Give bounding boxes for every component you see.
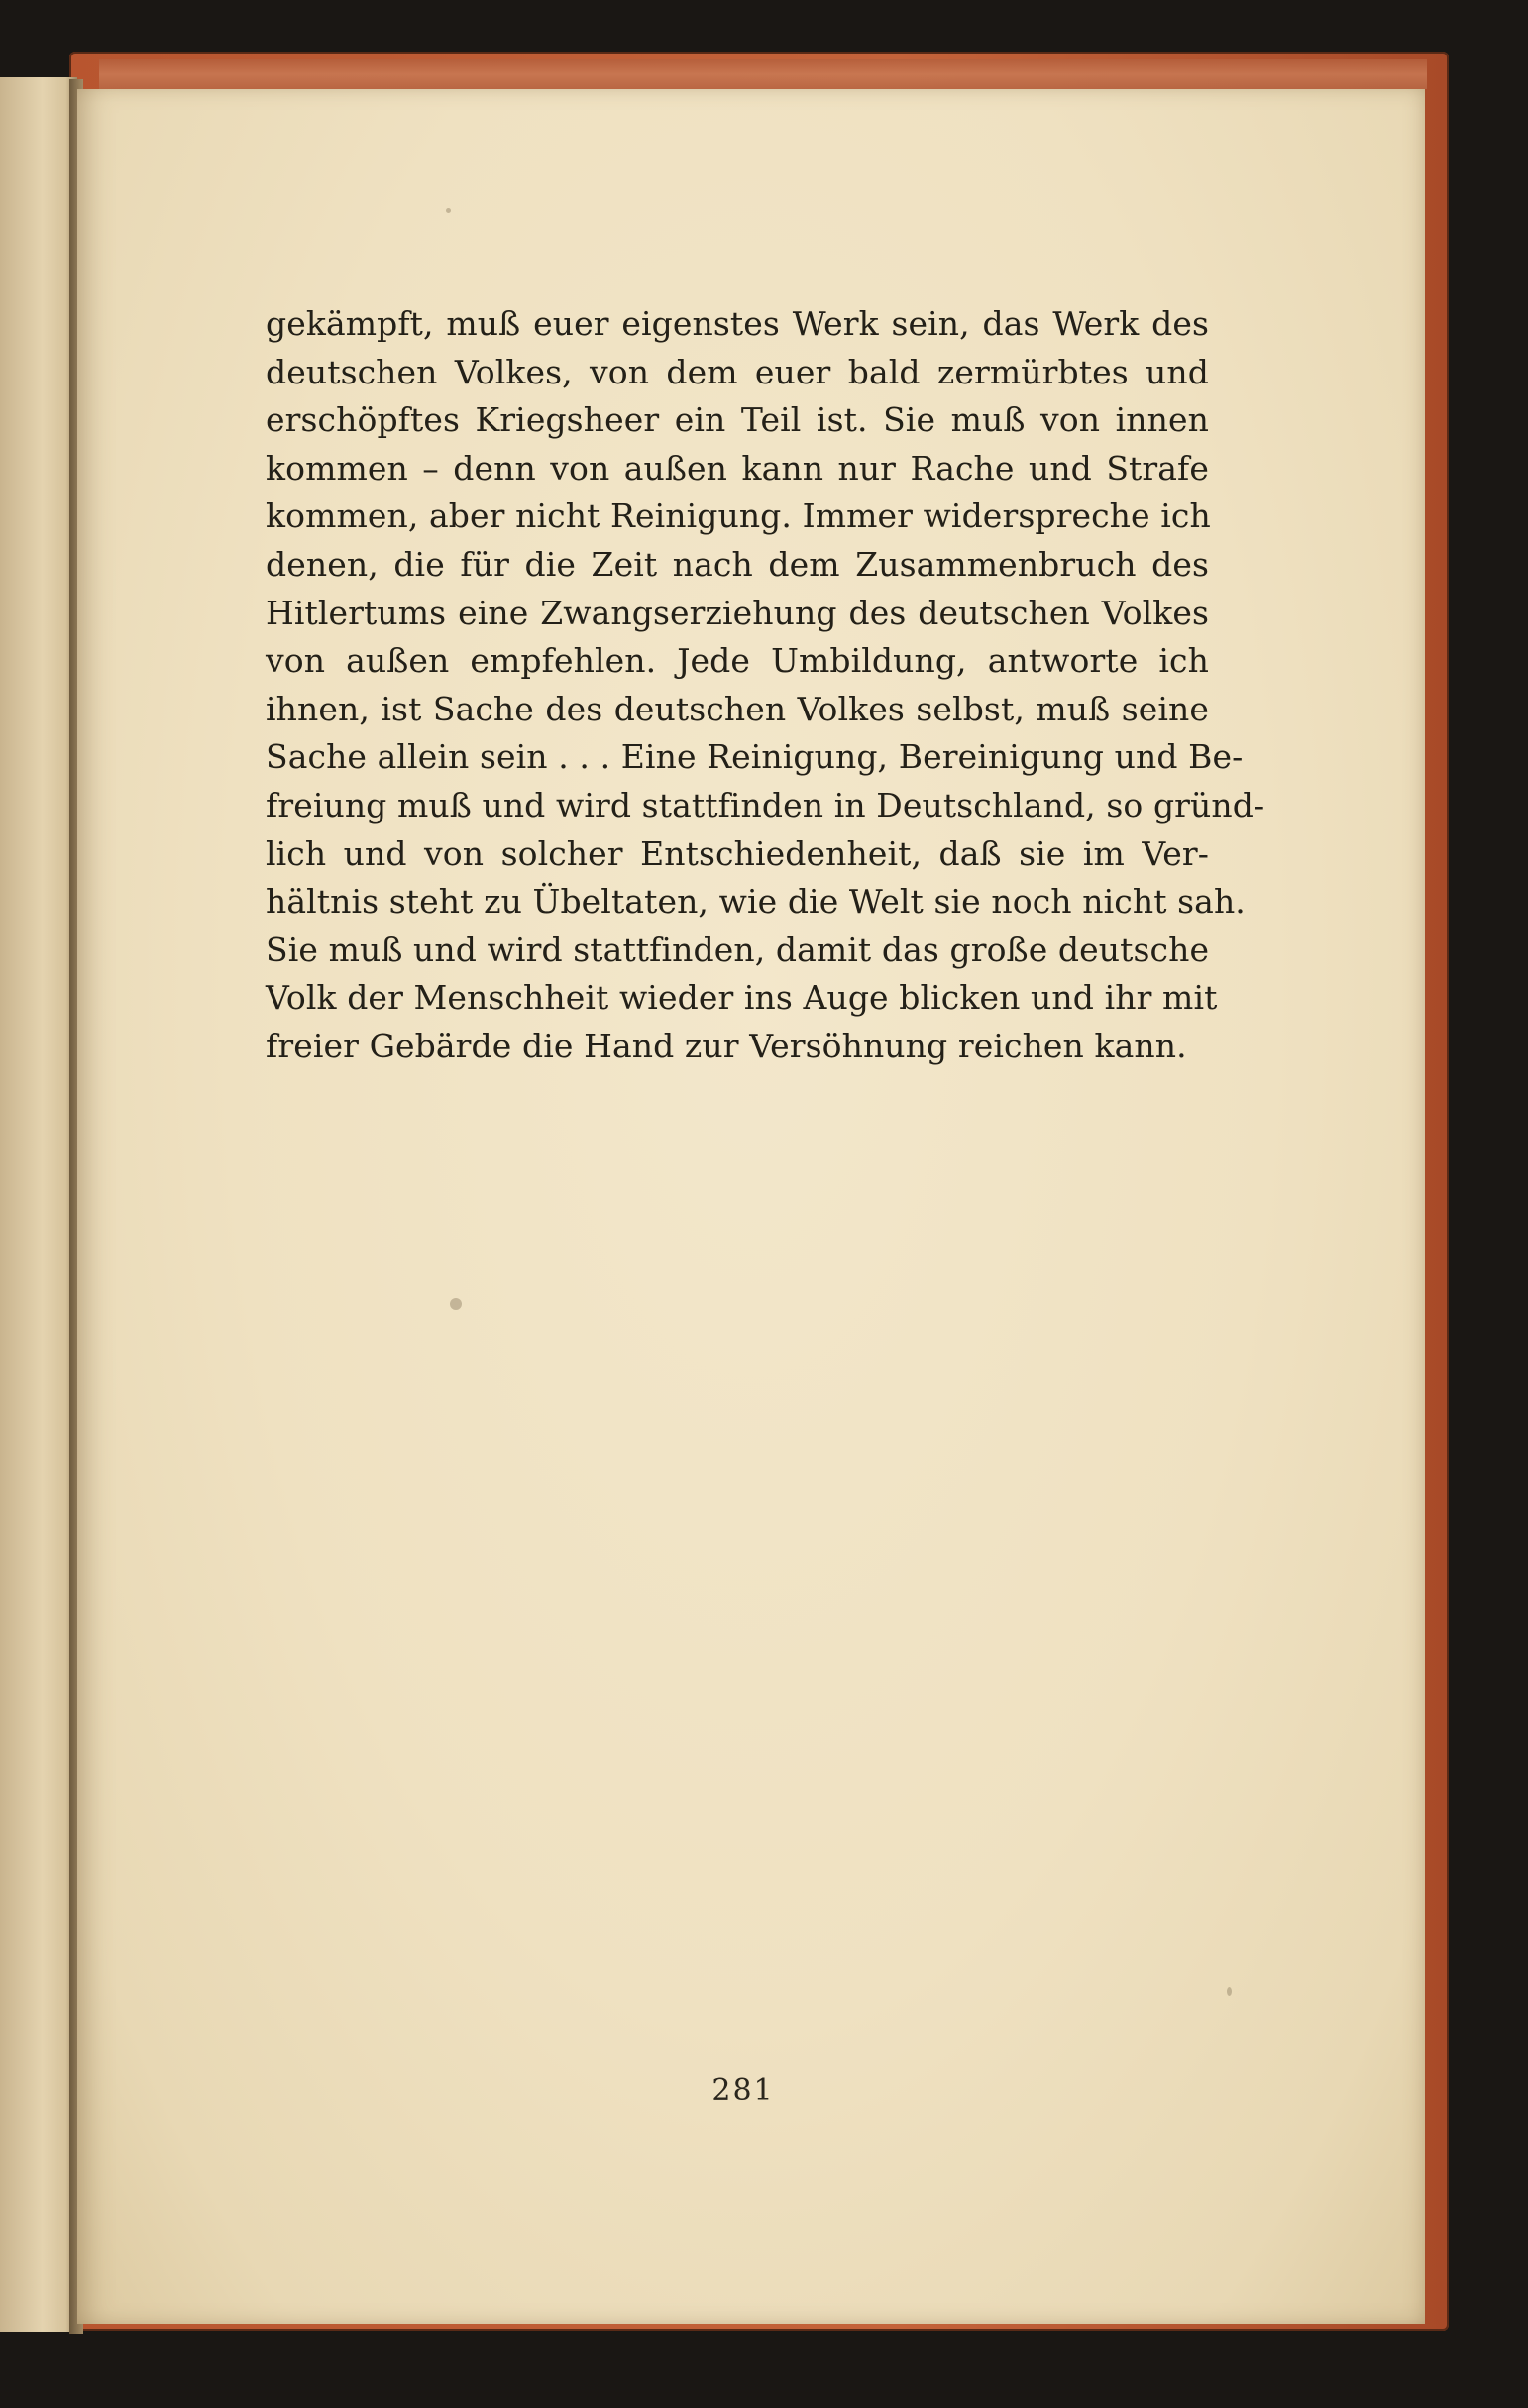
cover-top-edge xyxy=(99,59,1427,89)
text-line: freier Gebärde die Hand zur Versöhnung reichen kann. xyxy=(266,1026,1187,1065)
paper-speck xyxy=(446,208,451,213)
text-line: denen, die für die Zeit nach dem Zusammenbruch des xyxy=(266,544,1209,584)
text-line: erschöpftes Kriegsheer ein Teil ist. Sie muß von innen xyxy=(266,400,1209,440)
text-line: Volk der Menschheit wieder ins Auge blicken und ihr mit xyxy=(266,978,1218,1018)
text-line: freiung muß und wird stattfinden in Deutschland, so gründ- xyxy=(266,785,1265,824)
text-line: hältnis steht zu Übeltaten, wie die Welt sie noch nicht sah. xyxy=(266,882,1246,922)
text-line: Sie muß und wird stattfinden, damit das große deutsche xyxy=(266,930,1210,969)
paper-speck xyxy=(450,1298,462,1310)
text-line: kommen – denn von außen kann nur Rache und Strafe xyxy=(266,448,1209,488)
page-number: 281 xyxy=(711,2073,775,2108)
text-line: Hitlertums eine Zwangserziehung des deutschen Volkes xyxy=(266,593,1209,632)
text-line: gekämpft, muß euer eigenstes Werk sein, das Werk des xyxy=(266,304,1209,343)
text-line: von außen empfehlen. Jede Umbildung, antworte ich xyxy=(266,641,1209,681)
body-text xyxy=(266,300,1265,1071)
text-line: ihnen, ist Sache des deutschen Volkes selbst, muß seine xyxy=(266,689,1209,728)
previous-page-edge xyxy=(0,77,77,2332)
text-line: kommen, aber nicht Reinigung. Immer widerspreche ich xyxy=(266,496,1211,536)
text-line: lich und von solcher Entschiedenheit, daß sie im Ver- xyxy=(266,833,1209,873)
paper-speck xyxy=(1227,1987,1232,1996)
text-line: deutschen Volkes, von dem euer bald zermürbtes und xyxy=(266,352,1209,391)
text-line: Sache allein sein . . . Eine Reinigung, Bereinigung und Be- xyxy=(266,737,1244,777)
